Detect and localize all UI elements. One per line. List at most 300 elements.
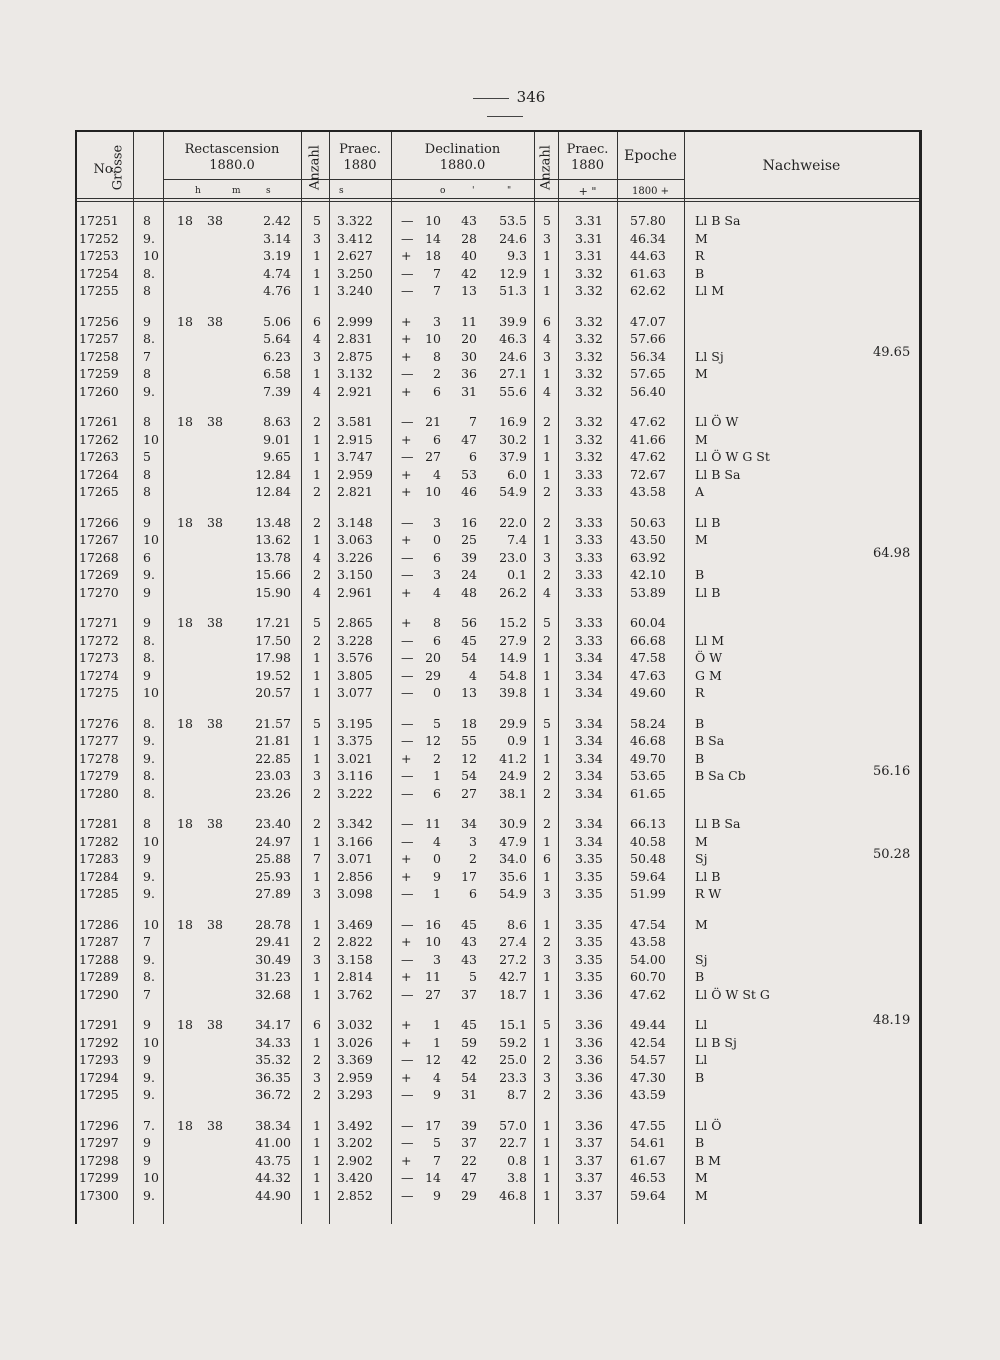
cell-n1: 1 — [313, 969, 321, 984]
cell-ds: 54.8 — [499, 667, 527, 683]
cell-pra: 2.915 — [337, 431, 373, 447]
cell-ep: 62.62 — [630, 283, 666, 298]
cell-s: 36.72 — [255, 1087, 291, 1102]
cell-n1: 3 — [313, 886, 321, 901]
cell-dm: 43 — [461, 213, 477, 228]
cell-dd: 3 — [433, 514, 441, 530]
cell-mag: 9 — [143, 615, 151, 630]
cell-refs: Ll Sj — [695, 348, 724, 364]
cell-n2: 3 — [543, 549, 551, 565]
cell-n2: 5 — [543, 213, 551, 228]
cell-s: 44.90 — [255, 1187, 291, 1203]
table-row — [77, 1034, 919, 1052]
cell-sign: + — [401, 1069, 412, 1085]
cell-sign: — — [401, 1187, 414, 1203]
table-row — [77, 566, 919, 584]
cell-dm: 53 — [461, 466, 477, 482]
cell-dm: 34 — [461, 816, 477, 831]
cell-n2: 2 — [543, 514, 551, 530]
cell-ds: 47.9 — [499, 833, 527, 849]
cell-n1: 1 — [313, 248, 321, 263]
header-praec-ra-unit: s — [339, 186, 344, 196]
cell-n2: 1 — [543, 868, 551, 884]
cell-no: 17285 — [79, 886, 119, 901]
cell-refs: Ll Ö — [695, 1117, 722, 1133]
cell-prd: 3.34 — [575, 667, 603, 683]
cell-ds: 15.1 — [499, 1017, 527, 1032]
cell-ep: 47.62 — [630, 414, 666, 429]
table-row — [77, 684, 919, 702]
cell-prd: 3.34 — [575, 685, 603, 700]
cell-pra: 3.021 — [337, 750, 373, 766]
cell-dm: 24 — [461, 567, 477, 582]
table-row — [77, 413, 919, 431]
cell-no: 17268 — [79, 549, 119, 565]
cell-refs: B Sa — [695, 733, 725, 748]
cell-ep: 66.68 — [630, 632, 666, 648]
cell-n1: 1 — [313, 868, 321, 884]
cell-sign: — — [401, 549, 414, 565]
table-row — [77, 545, 919, 567]
cell-dd: 4 — [433, 466, 441, 482]
cell-mag: 8 — [143, 816, 151, 831]
cell-refs: Ll B Sa — [695, 213, 741, 228]
cell-n1: 1 — [313, 431, 321, 447]
cell-n2: 4 — [543, 383, 551, 399]
table-row — [77, 750, 919, 768]
cell-s: 13.62 — [255, 532, 291, 547]
cell-sign: — — [401, 283, 414, 298]
table-row — [77, 868, 919, 886]
cell-mag: 8 — [143, 484, 151, 499]
cell-ds: 25.0 — [499, 1052, 527, 1067]
cell-n1: 2 — [313, 1087, 321, 1102]
cell-sign: + — [401, 348, 412, 364]
cell-refs: Ll M — [695, 632, 725, 648]
cell-pra: 2.821 — [337, 484, 373, 499]
cell-no: 17252 — [79, 230, 119, 246]
cell-dd: 14 — [425, 230, 441, 246]
table-row — [77, 1117, 919, 1135]
table-row — [77, 1069, 919, 1087]
cell-mag: 9. — [143, 383, 155, 399]
cell-refs: M — [695, 833, 708, 849]
cell-sign: + — [401, 484, 412, 499]
cell-n2: 2 — [543, 632, 551, 648]
table-row — [77, 1134, 919, 1152]
cell-no: 17277 — [79, 733, 119, 748]
cell-sign: + — [401, 248, 412, 263]
cell-mag: 8. — [143, 650, 155, 665]
cell-dm: 45 — [461, 916, 477, 932]
cell-refs: B Sa Cb — [695, 768, 746, 783]
cell-ep: 43.59 — [630, 1087, 666, 1102]
cell-n1: 1 — [313, 1152, 321, 1168]
cell-prd: 3.34 — [575, 785, 603, 801]
cell-ep: 49.70 — [630, 750, 666, 766]
cell-no: 17279 — [79, 768, 119, 783]
cell-n1: 4 — [313, 331, 321, 346]
cell-prd: 3.32 — [575, 414, 603, 429]
cell-prd: 3.32 — [575, 348, 603, 364]
cell-prd: 3.33 — [575, 484, 603, 499]
cell-m: 38 — [207, 816, 223, 831]
cell-s: 38.34 — [255, 1117, 291, 1133]
cell-ds: 27.9 — [499, 632, 527, 648]
cell-ep: 53.65 — [630, 768, 666, 783]
cell-pra: 3.071 — [337, 851, 373, 866]
cell-refs: Ö W — [695, 650, 723, 665]
cell-s: 6.23 — [263, 348, 291, 364]
cell-ep: 50.63 — [630, 514, 666, 530]
cell-sign: + — [401, 868, 412, 884]
cell-pra: 3.375 — [337, 733, 373, 748]
cell-pra: 3.581 — [337, 414, 373, 429]
page-number-text: 346 — [516, 88, 546, 106]
header-epoche-unit: 1800 + — [631, 186, 669, 197]
cell-prd: 3.33 — [575, 632, 603, 648]
cell-n2: 1 — [543, 986, 551, 1002]
cell-dm: 17 — [461, 868, 477, 884]
cell-refs: R — [695, 685, 705, 700]
cell-no: 17258 — [79, 348, 119, 364]
table-row — [77, 885, 919, 903]
cell-no: 17281 — [79, 816, 119, 831]
margin-note: 64.98 — [873, 545, 911, 561]
cell-dm: 45 — [461, 1017, 477, 1032]
cell-ep: 54.61 — [630, 1135, 666, 1150]
cell-sign: — — [401, 667, 414, 683]
header-praec-dec-title: Praec. — [566, 142, 609, 157]
cell-refs: R W — [695, 886, 722, 901]
cell-s: 2.42 — [263, 213, 291, 228]
cell-s: 25.93 — [255, 868, 291, 884]
cell-no: 17298 — [79, 1152, 119, 1168]
cell-mag: 9. — [143, 1087, 155, 1102]
cell-dd: 10 — [425, 934, 441, 949]
cell-prd: 3.31 — [575, 248, 603, 263]
cell-sign: — — [401, 632, 414, 648]
cell-refs: Ll — [695, 1052, 708, 1067]
cell-prd: 3.32 — [575, 331, 603, 346]
cell-ds: 37.9 — [499, 449, 527, 464]
cell-refs: B — [695, 1069, 705, 1085]
cell-n2: 4 — [543, 331, 551, 346]
cell-n1: 2 — [313, 785, 321, 801]
table-row — [77, 584, 919, 602]
table-row — [77, 847, 919, 868]
cell-n1: 5 — [313, 615, 321, 630]
cell-m: 38 — [207, 213, 223, 228]
cell-ep: 43.50 — [630, 532, 666, 547]
table-row — [77, 531, 919, 549]
cell-dm: 54 — [461, 650, 477, 665]
cell-no: 17256 — [79, 313, 119, 329]
cell-mag: 8 — [143, 466, 151, 482]
cell-prd: 3.33 — [575, 466, 603, 482]
cell-dd: 4 — [433, 833, 441, 849]
cell-s: 27.89 — [255, 886, 291, 901]
header-ra-unit-s: s — [266, 186, 271, 196]
margin-note: 50.28 — [873, 847, 911, 862]
cell-s: 6.58 — [263, 366, 291, 381]
cell-ep: 59.64 — [630, 868, 666, 884]
cell-mag: 9 — [143, 851, 151, 866]
cell-ep: 61.63 — [630, 265, 666, 281]
cell-dd: 0 — [433, 851, 441, 866]
dash-right — [487, 116, 523, 117]
cell-mag: 8. — [143, 768, 155, 783]
cell-n2: 1 — [543, 667, 551, 683]
cell-n1: 3 — [313, 951, 321, 967]
cell-pra: 3.195 — [337, 715, 373, 731]
cell-ep: 44.63 — [630, 248, 666, 263]
table-row — [77, 230, 919, 248]
cell-sign: — — [401, 414, 414, 429]
cell-mag: 9. — [143, 886, 155, 901]
cell-ds: 6.0 — [507, 466, 527, 482]
cell-ep: 50.48 — [630, 851, 666, 866]
cell-dm: 3 — [469, 833, 477, 849]
cell-m: 38 — [207, 1117, 223, 1133]
cell-mag: 9 — [143, 1152, 151, 1168]
cell-ep: 56.34 — [630, 348, 666, 364]
cell-h: 18 — [177, 916, 193, 932]
cell-ep: 41.66 — [630, 431, 666, 447]
cell-sign: — — [401, 733, 414, 748]
cell-s: 19.52 — [255, 667, 291, 683]
cell-s: 4.76 — [263, 283, 291, 298]
cell-dd: 27 — [425, 449, 441, 464]
cell-mag: 9. — [143, 1069, 155, 1085]
cell-no: 17293 — [79, 1052, 119, 1067]
table-row — [77, 1051, 919, 1069]
cell-h: 18 — [177, 213, 193, 228]
cell-pra: 3.116 — [337, 768, 373, 783]
cell-ep: 61.65 — [630, 785, 666, 801]
cell-pra: 3.148 — [337, 514, 373, 530]
cell-ep: 60.04 — [630, 615, 666, 630]
cell-s: 23.03 — [255, 768, 291, 783]
cell-mag: 10 — [143, 431, 159, 447]
cell-s: 28.78 — [255, 916, 291, 932]
table-row — [77, 649, 919, 667]
table-row — [77, 1013, 919, 1034]
cell-sign: + — [401, 615, 412, 630]
cell-ds: 0.8 — [507, 1152, 527, 1168]
cell-prd: 3.32 — [575, 313, 603, 329]
table-row — [77, 365, 919, 383]
cell-dd: 1 — [433, 1017, 441, 1032]
cell-dd: 7 — [433, 1152, 441, 1168]
cell-n2: 2 — [543, 816, 551, 831]
cell-ep: 40.58 — [630, 833, 666, 849]
cell-s: 12.84 — [255, 484, 291, 499]
cell-ep: 58.24 — [630, 715, 666, 731]
cell-n1: 1 — [313, 986, 321, 1002]
cell-s: 5.64 — [263, 331, 291, 346]
cell-no: 17299 — [79, 1170, 119, 1185]
cell-no: 17295 — [79, 1087, 119, 1102]
cell-dm: 54 — [461, 768, 477, 783]
cell-pra: 2.999 — [337, 313, 373, 329]
cell-sign: — — [401, 1117, 414, 1133]
cell-ep: 53.89 — [630, 584, 666, 600]
cell-prd: 3.35 — [575, 886, 603, 901]
cell-s: 23.26 — [255, 785, 291, 801]
cell-dm: 12 — [461, 750, 477, 766]
cell-prd: 3.36 — [575, 1087, 603, 1102]
cell-dm: 25 — [461, 532, 477, 547]
cell-refs: B — [695, 1135, 705, 1150]
cell-n1: 5 — [313, 715, 321, 731]
table-row — [77, 1086, 919, 1104]
cell-prd: 3.34 — [575, 733, 603, 748]
cell-sign: — — [401, 785, 414, 801]
cell-mag: 7. — [143, 1117, 155, 1133]
cell-ds: 26.2 — [499, 584, 527, 600]
cell-pra: 3.342 — [337, 816, 373, 831]
cell-sign: + — [401, 1152, 412, 1168]
cell-dd: 21 — [425, 414, 441, 429]
cell-n1: 1 — [313, 449, 321, 464]
cell-ds: 41.2 — [499, 750, 527, 766]
cell-n1: 3 — [313, 1069, 321, 1085]
header-dec-unit-sec: " — [507, 186, 512, 196]
table-row — [77, 1187, 919, 1205]
cell-prd: 3.33 — [575, 584, 603, 600]
cell-dm: 55 — [461, 733, 477, 748]
cell-sign: — — [401, 833, 414, 849]
cell-sign: — — [401, 951, 414, 967]
cell-n2: 3 — [543, 230, 551, 246]
cell-pra: 2.961 — [337, 584, 373, 600]
cell-dd: 3 — [433, 951, 441, 967]
cell-n2: 1 — [543, 366, 551, 381]
cell-refs: M — [695, 532, 708, 547]
cell-no: 17265 — [79, 484, 119, 499]
table-row — [77, 344, 919, 366]
cell-dd: 27 — [425, 986, 441, 1002]
cell-n2: 2 — [543, 1052, 551, 1067]
cell-ep: 47.55 — [630, 1117, 666, 1133]
cell-n1: 1 — [313, 265, 321, 281]
cell-n2: 3 — [543, 951, 551, 967]
cell-ds: 54.9 — [499, 886, 527, 901]
cell-no: 17280 — [79, 785, 119, 801]
cell-ep: 54.00 — [630, 951, 666, 967]
cell-refs: M — [695, 1187, 708, 1203]
cell-ds: 27.2 — [499, 951, 527, 967]
cell-ds: 46.3 — [499, 331, 527, 346]
table-row — [77, 833, 919, 851]
cell-dd: 1 — [433, 886, 441, 901]
cell-pra: 3.412 — [337, 230, 373, 246]
cell-sign: + — [401, 431, 412, 447]
cell-pra: 3.228 — [337, 632, 373, 648]
cell-prd: 3.36 — [575, 1034, 603, 1050]
cell-n1: 1 — [313, 916, 321, 932]
cell-s: 22.85 — [255, 750, 291, 766]
cell-no: 17291 — [79, 1017, 119, 1032]
cell-dm: 6 — [469, 886, 477, 901]
cell-ds: 57.0 — [499, 1117, 527, 1133]
cell-dm: 45 — [461, 632, 477, 648]
cell-dm: 39 — [461, 1117, 477, 1133]
cell-prd: 3.35 — [575, 851, 603, 866]
cell-n2: 2 — [543, 768, 551, 783]
cell-prd: 3.34 — [575, 768, 603, 783]
cell-no: 17287 — [79, 934, 119, 949]
cell-ds: 39.8 — [499, 685, 527, 700]
cell-ep: 42.54 — [630, 1034, 666, 1050]
cell-dd: 8 — [433, 348, 441, 364]
cell-ds: 18.7 — [499, 986, 527, 1002]
table-row — [77, 951, 919, 969]
cell-pra: 3.576 — [337, 650, 373, 665]
cell-prd: 3.33 — [575, 549, 603, 565]
cell-mag: 8. — [143, 785, 155, 801]
cell-mag: 10 — [143, 248, 159, 263]
cell-prd: 3.32 — [575, 366, 603, 381]
table-row — [77, 514, 919, 532]
cell-s: 7.39 — [263, 383, 291, 399]
cell-ds: 30.2 — [499, 431, 527, 447]
cell-ds: 39.9 — [499, 313, 527, 329]
cell-no: 17288 — [79, 951, 119, 967]
cell-mag: 9. — [143, 1187, 155, 1203]
cell-n2: 1 — [543, 449, 551, 464]
cell-sign: + — [401, 969, 412, 984]
cell-ep: 56.40 — [630, 383, 666, 399]
cell-dm: 16 — [461, 514, 477, 530]
cell-pra: 2.959 — [337, 1069, 373, 1085]
cell-dm: 46 — [461, 484, 477, 499]
cell-sign: — — [401, 1087, 414, 1102]
cell-dd: 0 — [433, 532, 441, 547]
cell-refs: B — [695, 715, 705, 731]
cell-prd: 3.35 — [575, 934, 603, 949]
cell-n1: 2 — [313, 632, 321, 648]
cell-n2: 2 — [543, 1087, 551, 1102]
cell-no: 17263 — [79, 449, 119, 464]
cell-sign: — — [401, 1052, 414, 1067]
cell-n1: 1 — [313, 667, 321, 683]
cell-n2: 2 — [543, 484, 551, 499]
cell-no: 17294 — [79, 1069, 119, 1085]
cell-no: 17292 — [79, 1034, 119, 1050]
cell-dd: 18 — [425, 248, 441, 263]
cell-ep: 54.57 — [630, 1052, 666, 1067]
cell-n2: 1 — [543, 1117, 551, 1133]
cell-m: 38 — [207, 715, 223, 731]
cell-dd: 17 — [425, 1117, 441, 1133]
margin-note: 48.19 — [873, 1013, 911, 1028]
page-number — [440, 88, 570, 124]
cell-ds: 46.8 — [499, 1187, 527, 1203]
cell-dd: 29 — [425, 667, 441, 683]
cell-refs: A — [695, 484, 705, 499]
cell-dm: 47 — [461, 1170, 477, 1185]
cell-n1: 1 — [313, 1135, 321, 1150]
cell-m: 38 — [207, 313, 223, 329]
header-dec-unit-deg: o — [440, 186, 446, 196]
header-praec-dec-year: 1880 — [570, 158, 605, 173]
cell-h: 18 — [177, 715, 193, 731]
cell-sign: — — [401, 768, 414, 783]
cell-dm: 42 — [461, 265, 477, 281]
cell-dd: 20 — [425, 650, 441, 665]
